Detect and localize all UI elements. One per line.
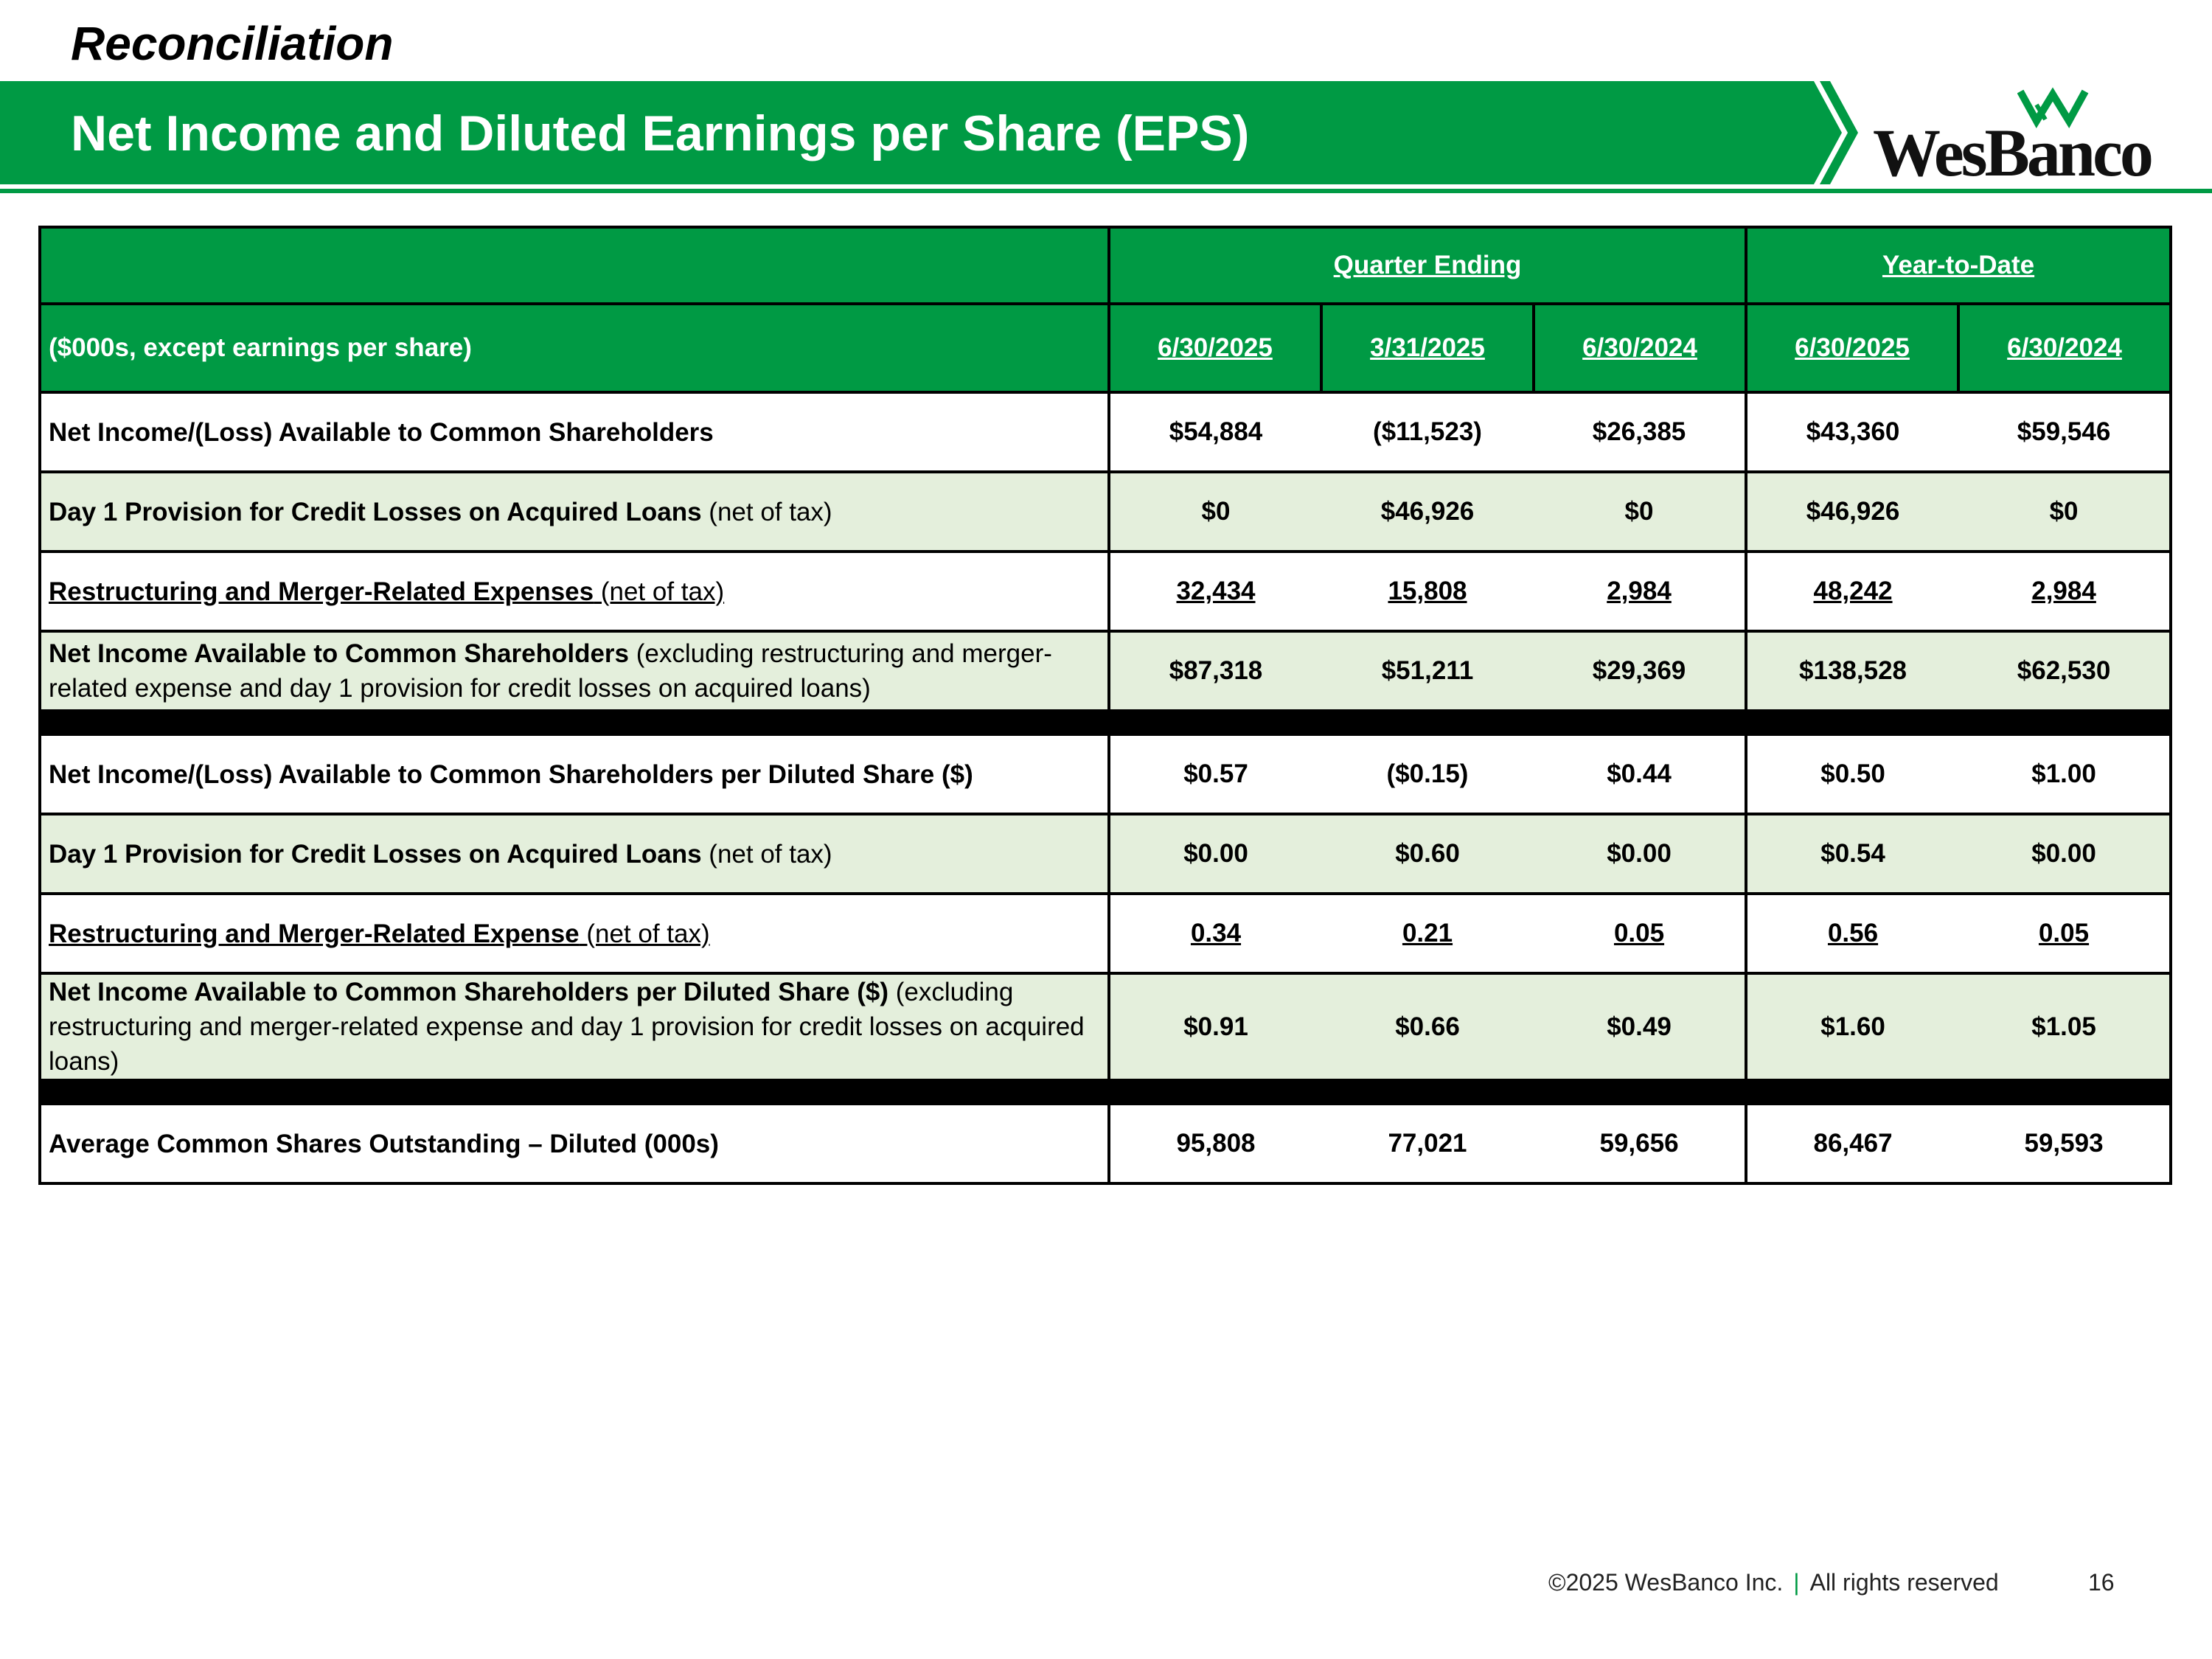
row-value: $0.54 [1746, 814, 1958, 894]
row-value: $54,884 [1109, 392, 1321, 472]
row-value: 86,467 [1746, 1104, 1958, 1183]
row-label-bold: Day 1 Provision for Credit Losses on Acquired Loans [49, 497, 702, 526]
row-label-bold: Net Income Available to Common Shareholders per Diluted Share ($) [49, 978, 889, 1006]
row-label-bold: Day 1 Provision for Credit Losses on Acquired Loans [49, 839, 702, 869]
row-value: $0 [1109, 472, 1321, 552]
column-header: 3/31/2025 [1321, 304, 1534, 392]
row-label [40, 631, 1109, 711]
row-value [1746, 894, 1958, 973]
page-number: 16 [2088, 1569, 2115, 1596]
row-label-note: (net of tax) [701, 839, 832, 869]
title-banner [0, 81, 1799, 184]
value-text: 0.21 [1402, 919, 1453, 947]
row-value: $51,211 [1321, 631, 1534, 711]
row-value: $138,528 [1746, 631, 1958, 711]
row-value: $0.00 [1109, 814, 1321, 894]
row-value [1321, 552, 1534, 631]
row-label-note: (excluding restructuring and merger-related expense and day 1 provision for credit losses on acquired loans) [49, 978, 1085, 1076]
row-value [1534, 894, 1746, 973]
value-text: 2,984 [1607, 577, 1672, 605]
footer [1548, 1569, 1999, 1596]
group-header-ytd: Year-to-Date [1746, 227, 2171, 304]
row-label [40, 1104, 1109, 1183]
row-value: ($11,523) [1321, 392, 1534, 472]
row-value: $1.05 [1958, 973, 2171, 1080]
row-value: $0.60 [1321, 814, 1534, 894]
row-value: $0 [1534, 472, 1746, 552]
row-value: $0.50 [1746, 734, 1958, 814]
row-value: $0.91 [1109, 973, 1321, 1080]
row-value: $43,360 [1746, 392, 1958, 472]
row-value: $46,926 [1321, 472, 1534, 552]
row-value [1746, 552, 1958, 631]
value-text: 0.05 [2038, 919, 2090, 947]
row-value [1958, 894, 2171, 973]
row-value: 77,021 [1321, 1104, 1534, 1183]
section-divider [40, 711, 2171, 734]
column-header: 6/30/2025 [1746, 304, 1958, 392]
table-row [40, 552, 2171, 631]
row-value: ($0.15) [1321, 734, 1534, 814]
row-value [1958, 552, 2171, 631]
value-text: 0.34 [1190, 919, 1242, 947]
value-text: 48,242 [1813, 577, 1893, 605]
table-row [40, 734, 2171, 814]
section-kicker: Reconciliation [71, 17, 394, 70]
value-text: 0.56 [1827, 919, 1879, 947]
column-header: 6/30/2024 [1958, 304, 2171, 392]
table-row [40, 472, 2171, 552]
row-value: $0.00 [1534, 814, 1746, 894]
section-divider [40, 1080, 2171, 1104]
row-value: 95,808 [1109, 1104, 1321, 1183]
row-label-bold: Net Income/(Loss) Available to Common Shareholders [49, 417, 714, 447]
row-label [40, 472, 1109, 552]
value-text: 2,984 [2031, 577, 2096, 605]
row-value: $87,318 [1109, 631, 1321, 711]
header-row-columns [40, 304, 2171, 392]
row-label [40, 894, 1109, 973]
footer-copyright: ©2025 WesBanco Inc. [1548, 1569, 1784, 1596]
row-label-note: (net of tax) [701, 497, 832, 526]
group-header-quarter: Quarter Ending [1109, 227, 1746, 304]
footer-rights: All rights reserved [1809, 1569, 1999, 1596]
row-label-note: (net of tax) [579, 919, 710, 948]
row-value: $59,546 [1958, 392, 2171, 472]
row-value [1109, 552, 1321, 631]
row-value: $0.44 [1534, 734, 1746, 814]
row-value: $0.49 [1534, 973, 1746, 1080]
row-label-note: (net of tax) [594, 577, 725, 606]
row-value: $26,385 [1534, 392, 1746, 472]
reconciliation-table [38, 226, 2172, 1185]
header-row-groups [40, 227, 2171, 304]
row-value: $0 [1958, 472, 2171, 552]
row-value: $0.57 [1109, 734, 1321, 814]
table-row [40, 1104, 2171, 1183]
table-row [40, 392, 2171, 472]
row-value: $62,530 [1958, 631, 2171, 711]
row-value: $0.66 [1321, 973, 1534, 1080]
logo-wordmark: WesBanco [1873, 115, 2151, 190]
table-row [40, 631, 2171, 711]
row-label [40, 392, 1109, 472]
column-header: 6/30/2025 [1109, 304, 1321, 392]
row-label [40, 973, 1109, 1080]
column-header: 6/30/2024 [1534, 304, 1746, 392]
units-label: ($000s, except earnings per share) [40, 304, 1109, 392]
row-value [1534, 552, 1746, 631]
row-value [1109, 894, 1321, 973]
value-text: 15,808 [1388, 577, 1467, 605]
header-spacer [40, 227, 1109, 304]
table-row [40, 814, 2171, 894]
row-label [40, 552, 1109, 631]
row-value: $29,369 [1534, 631, 1746, 711]
value-text: 32,434 [1176, 577, 1256, 605]
table-row [40, 894, 2171, 973]
wesbanco-logo [1873, 87, 2153, 190]
row-value: $1.00 [1958, 734, 2171, 814]
row-label [40, 814, 1109, 894]
row-label-note: (excluding restructuring and merger-related expense and day 1 provision for credit losses on acquired loans) [49, 639, 1052, 703]
row-label [40, 734, 1109, 814]
row-label-bold: Net Income Available to Common Shareholders [49, 639, 630, 668]
page-title: Net Income and Diluted Earnings per Share (EPS) [71, 105, 1250, 161]
row-value: $1.60 [1746, 973, 1958, 1080]
row-label-bold: Net Income/(Loss) Available to Common Shareholders per Diluted Share ($) [49, 759, 973, 789]
row-value [1321, 894, 1534, 973]
row-label-bold: Average Common Shares Outstanding – Diluted (000s) [49, 1129, 719, 1158]
row-label-bold: Restructuring and Merger-Related Expenses [49, 577, 594, 606]
row-value: 59,656 [1534, 1104, 1746, 1183]
value-text: 0.05 [1613, 919, 1665, 947]
row-label-bold: Restructuring and Merger-Related Expense [49, 919, 580, 948]
row-value: $46,926 [1746, 472, 1958, 552]
footer-separator: | [1793, 1569, 1800, 1596]
row-value: $0.00 [1958, 814, 2171, 894]
table-row [40, 973, 2171, 1080]
row-value: 59,593 [1958, 1104, 2171, 1183]
